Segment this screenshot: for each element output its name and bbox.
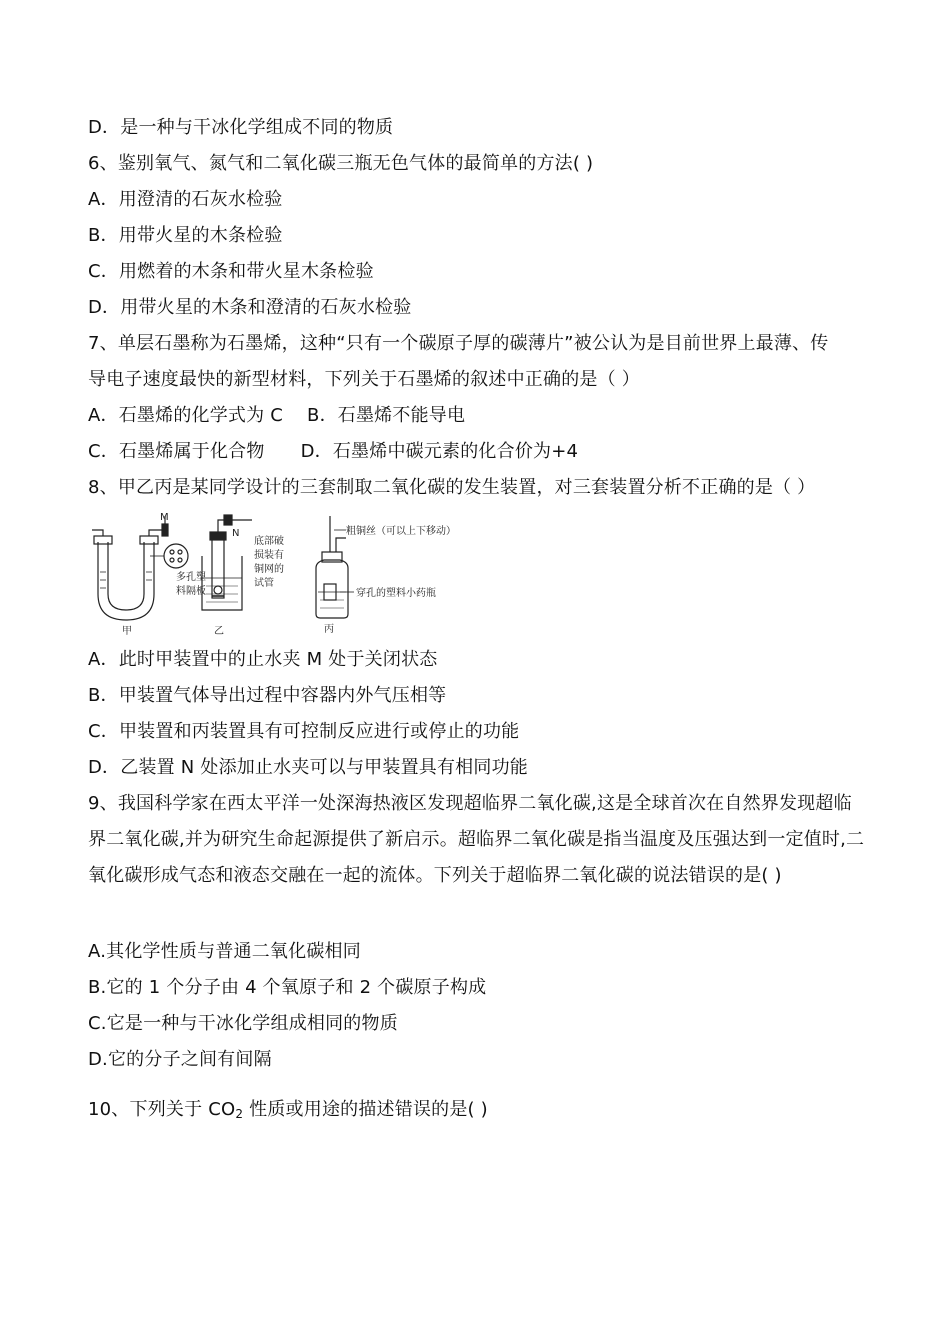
- q9-option-d: D.它的分子之间有间隔: [88, 1049, 272, 1070]
- label-m: M: [160, 512, 169, 523]
- q8-option-a: A．此时甲装置中的止水夹 M 处于关闭状态: [88, 649, 438, 670]
- apparatus-jia: [92, 516, 188, 620]
- q7-stem-line2: 导电子速度最快的新型材料，下列关于石墨烯的叙述中正确的是（ ）: [88, 369, 640, 390]
- q9-option-c: C.它是一种与干冰化学组成相同的物质: [88, 1013, 398, 1034]
- q6-option-a: A．用澄清的石灰水检验: [88, 189, 283, 210]
- apparatus-diagram: [84, 512, 484, 640]
- q9-option-a: A.其化学性质与普通二氧化碳相同: [88, 941, 361, 962]
- jia-note-line1: 多孔塑: [176, 572, 206, 583]
- q5-option-d: D．是一种与干冰化学组成不同的物质: [88, 117, 394, 138]
- q10-subscript: 2: [235, 1107, 244, 1121]
- q6-option-b: B．用带火星的木条检验: [88, 225, 283, 246]
- q10-stem-before: 10、下列关于 CO: [88, 1099, 236, 1120]
- bing-note-bottom: 穿孔的塑料小药瓶: [356, 588, 436, 599]
- q10-stem: [88, 1098, 488, 1126]
- q7-options-row1: [88, 404, 465, 428]
- label-jia: 甲: [122, 626, 132, 637]
- q8-option-d: D．乙装置 N 处添加止水夹可以与甲装置具有相同功能: [88, 757, 528, 778]
- q6-option-d: D．用带火星的木条和澄清的石灰水检验: [88, 297, 412, 318]
- q7-option-c: C．石墨烯属于化合物: [88, 441, 265, 462]
- yi-note-line1: 底部破: [254, 536, 284, 547]
- label-n: N: [232, 528, 240, 539]
- yi-note-line4: 试管: [254, 578, 274, 589]
- q6-stem: 6、鉴别氧气、氮气和二氧化碳三瓶无色气体的最简单的方法( ): [88, 153, 594, 174]
- q9-stem: 9、我国科学家在西太平洋一处深海热液区发现超临界二氧化碳,这是全球首次在自然界发现超临界二氧化碳,并为研究生命起源提供了新启示。超临界二氧化碳是指当温度及压强达到一定值时,二氧化碳形成气态和液态交融在一起的流体。下列关于超临界二氧化碳的说法错误的是( ): [88, 793, 865, 886]
- q6-option-c: C．用燃着的木条和带火星木条检验: [88, 261, 374, 282]
- q8-option-b: B．甲装置气体导出过程中容器内外气压相等: [88, 685, 447, 706]
- q7-options-row2: [88, 440, 578, 464]
- jia-note-line2: 料隔板: [176, 586, 206, 597]
- q7-option-a: A．石墨烯的化学式为 C: [88, 405, 284, 426]
- bing-note-top: 粗铜丝（可以上下移动）: [346, 526, 456, 537]
- q7-option-b: B．石墨烯不能导电: [307, 405, 466, 426]
- yi-note-line3: 铜网的: [254, 564, 284, 575]
- apparatus-yi: [202, 515, 252, 610]
- q7-stem-line1: 7、单层石墨称为石墨烯，这种“只有一个碳原子厚的碳薄片”被公认为是目前世界上最薄、传: [88, 333, 829, 354]
- label-yi: 乙: [214, 626, 224, 637]
- q8-option-c: C．甲装置和丙装置具有可控制反应进行或停止的功能: [88, 721, 520, 742]
- label-bing: 丙: [324, 624, 334, 635]
- q7-option-d: D．石墨烯中碳元素的化合价为+4: [300, 441, 579, 462]
- q9-option-b: B.它的 1 个分子由 4 个氧原子和 2 个碳原子构成: [88, 977, 487, 998]
- apparatus-figure: [84, 512, 484, 640]
- yi-note-line2: 损装有: [254, 550, 284, 561]
- q10-stem-after: 性质或用途的描述错误的是( ): [243, 1099, 488, 1120]
- q8-stem: 8、甲乙丙是某同学设计的三套制取二氧化碳的发生装置，对三套装置分析不正确的是（ ）: [88, 477, 816, 498]
